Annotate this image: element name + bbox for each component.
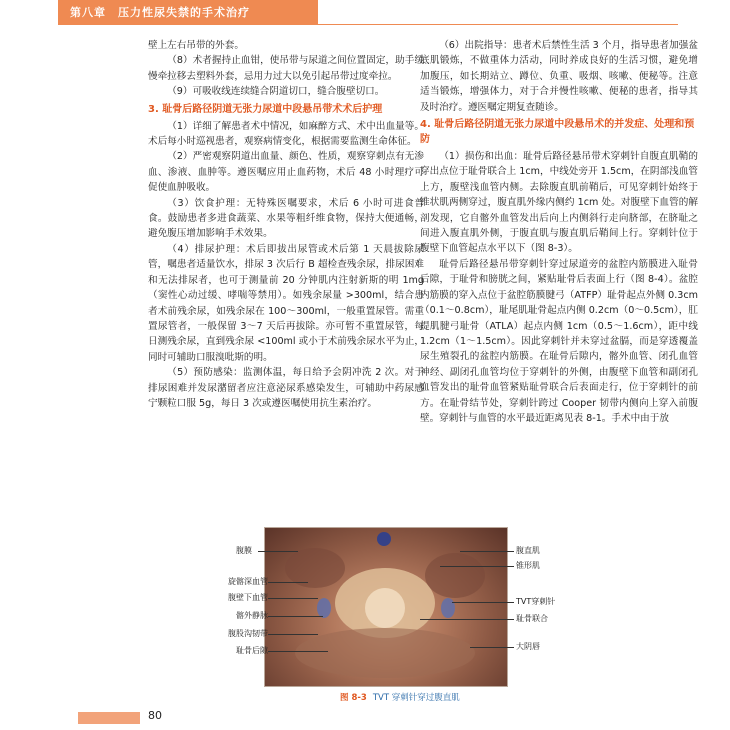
chapter-title: 第八章 压力性尿失禁的手术治疗	[70, 6, 250, 19]
leader-line	[268, 634, 318, 635]
figure-caption	[340, 691, 460, 703]
paragraph: （6）出院指导：患者术后禁性生活 3 个月，指导患者加强盆底肌锻炼，不做重体力活动，同时养成良好的生活习惯，避免增加腹压，如长期站立、蹲位、负重、吸烟、咳嗽、便秘等。注意适当锻炼，增强体力，对于合并慢性咳嗽、便秘的患者，指导其及时治疗。遵医嘱定期复查随诊。	[420, 40, 698, 113]
leader-line	[268, 651, 328, 652]
figure-number: 图 8-3	[340, 693, 367, 703]
label-retropubic-space: 耻骨后隙	[236, 646, 268, 655]
paragraph: （2）严密观察阴道出血量、颜色、性质，观察穿刺点有无渗血、渗液、血肿等。遵医嘱应用止血药物，术后 48 小时理疗可促使血肿吸收。	[148, 151, 424, 194]
leader-line	[268, 616, 323, 617]
leader-line	[268, 598, 318, 599]
header-rule	[58, 24, 678, 25]
footer-bar	[78, 712, 140, 724]
left-column	[148, 38, 424, 411]
page-number: 80	[148, 709, 162, 722]
section-heading: 4. 耻骨后路径阴道无张力尿道中段悬吊术的并发症、处理和预防	[420, 119, 695, 146]
figure-caption-text: TVT 穿刺针穿过腹直肌	[372, 693, 460, 703]
paragraph: （9）可吸收线连续缝合阴道切口，缝合腹壁切口。	[167, 86, 385, 98]
label-labia-majora: 大阴唇	[516, 642, 540, 651]
leader-line	[440, 566, 514, 567]
paragraph: 耻骨后路径悬吊带穿刺针穿过尿道旁的盆腔内筋膜进入耻骨后隙，于耻骨和膀胱之间，紧贴耻骨后表面上行（图 8-4）。盆腔内筋膜的穿入点位于盆腔筋膜腱弓（ATFP）耻骨起点外侧 0.3cm（0.1～0.8cm），耻尾肌耻骨起点内侧 0.2cm（0～0.5cm），肛提肌腱弓耻骨（ATLA）起点内侧 1cm（0.5～1.6cm），距中线 1.2cm（1～1.5cm）。因此穿刺针并未穿过盆膈，而是穿透覆盖尿生殖裂孔的盆腔内筋膜。在耻骨后隙内，髂外血管、闭孔血管神经、副闭孔血管均位于穿刺针的外侧，由腹壁下血管和副闭孔血管发出的耻骨血管紧贴耻骨联合后表面走行，位于穿刺针的前方。在耻骨结节处，穿刺针跨过 Cooper 韧带内侧向上穿入前腹壁。穿刺针与血管的水平最近距离见表 8-1。手术中由于放	[420, 258, 698, 424]
paragraph: （1）详细了解患者术中情况，如麻醉方式、术中出血量等。术后每小时巡视患者，观察病情变化，根据需要监测生命体征。	[148, 120, 424, 148]
leader-line	[470, 647, 514, 648]
leader-line	[420, 619, 514, 620]
paragraph: （1）损伤和出血：耻骨后路径悬吊带术穿刺针自腹直肌鞘的穿出点位于耻骨联合上 1cm，中线处旁开 1.5cm，在阴部浅血管上方，腹壁浅血管内侧。去除腹直肌前鞘后，可见穿刺针始终于锥状肌两侧穿过，腹直肌外缘内侧约 1cm 处。对腹壁下血管的解剖发现，它自髂外血管发出后向上内侧斜行走向脐部，在脐耻之间进入腹直肌外侧，于腹直肌与腹直肌后鞘间上行。穿刺针位于腹壁下血管起点水平以下（图 8-3）。	[420, 151, 698, 255]
paragraph: 壁上左右吊带的外套。	[148, 40, 244, 51]
paragraph: （3）饮食护理：无特殊医嘱要求，术后 6 小时可进食普食。鼓励患者多进食蔬菜、水果等粗纤维食物，保持大便通畅，避免腹压增加影响手术效果。	[148, 197, 424, 240]
label-pyramidalis: 锥形肌	[516, 561, 540, 570]
leader-line	[452, 602, 514, 603]
label-deep-circumflex-iliac-vessels: 旋髂深血管	[228, 577, 268, 586]
right-column	[420, 38, 698, 426]
section-heading: 3. 耻骨后路径阴道无张力尿道中段悬吊带术术后护理	[148, 103, 383, 115]
paragraph: （8）术者握持止血钳，使吊带与尿道之间位置固定，助手缓慢牵拉移去塑料外套，忌用力过大以免引起吊带过度牵拉。	[148, 55, 424, 82]
paragraph: （5）预防感染：监测体温，每日给予会阴冲洗 2 次。对于排尿困难并发尿潴留者应注意泌尿系感染发生，可辅助中药尿感宁颗粒口服 5g，每日 3 次或遵医嘱使用抗生素治疗。	[148, 367, 424, 409]
label-rectus-abdominis: 腹直肌	[516, 546, 540, 555]
label-inguinal-ligament: 腹股沟韧带	[228, 629, 268, 638]
label-peritoneum: 腹膜	[236, 546, 252, 555]
leader-line	[268, 582, 308, 583]
label-inferior-epigastric-vessels: 腹壁下血管	[228, 593, 268, 602]
label-tvt-needle: TVT穿刺针	[516, 597, 556, 606]
label-pubic-symphysis: 耻骨联合	[516, 614, 548, 623]
leader-line	[258, 551, 298, 552]
paragraph: （4）排尿护理：术后即拔出尿管或术后第 1 天晨拔除尿管，嘱患者适量饮水，排尿 3 次后行 B 超检查残余尿，排尿困难和无法排尿者，也可于测量前 20 分钟肌内注射新斯的明 1mg（窦性心动过缓、哮喘等禁用）。如残余尿量 >300ml，结合患者术前残余尿，如残余尿在 100～300ml，一般重置尿管。需重置尿管者，一般保留 3～7 天后再拔除。亦可暂不重置尿管，每日测残余尿，直到残余尿 <100ml 或小于术前残余尿水平为止，同时可辅助口服溴吡斯的明。	[148, 243, 424, 363]
leader-line	[460, 551, 514, 552]
label-external-iliac-vein: 髂外静脉	[236, 611, 268, 620]
